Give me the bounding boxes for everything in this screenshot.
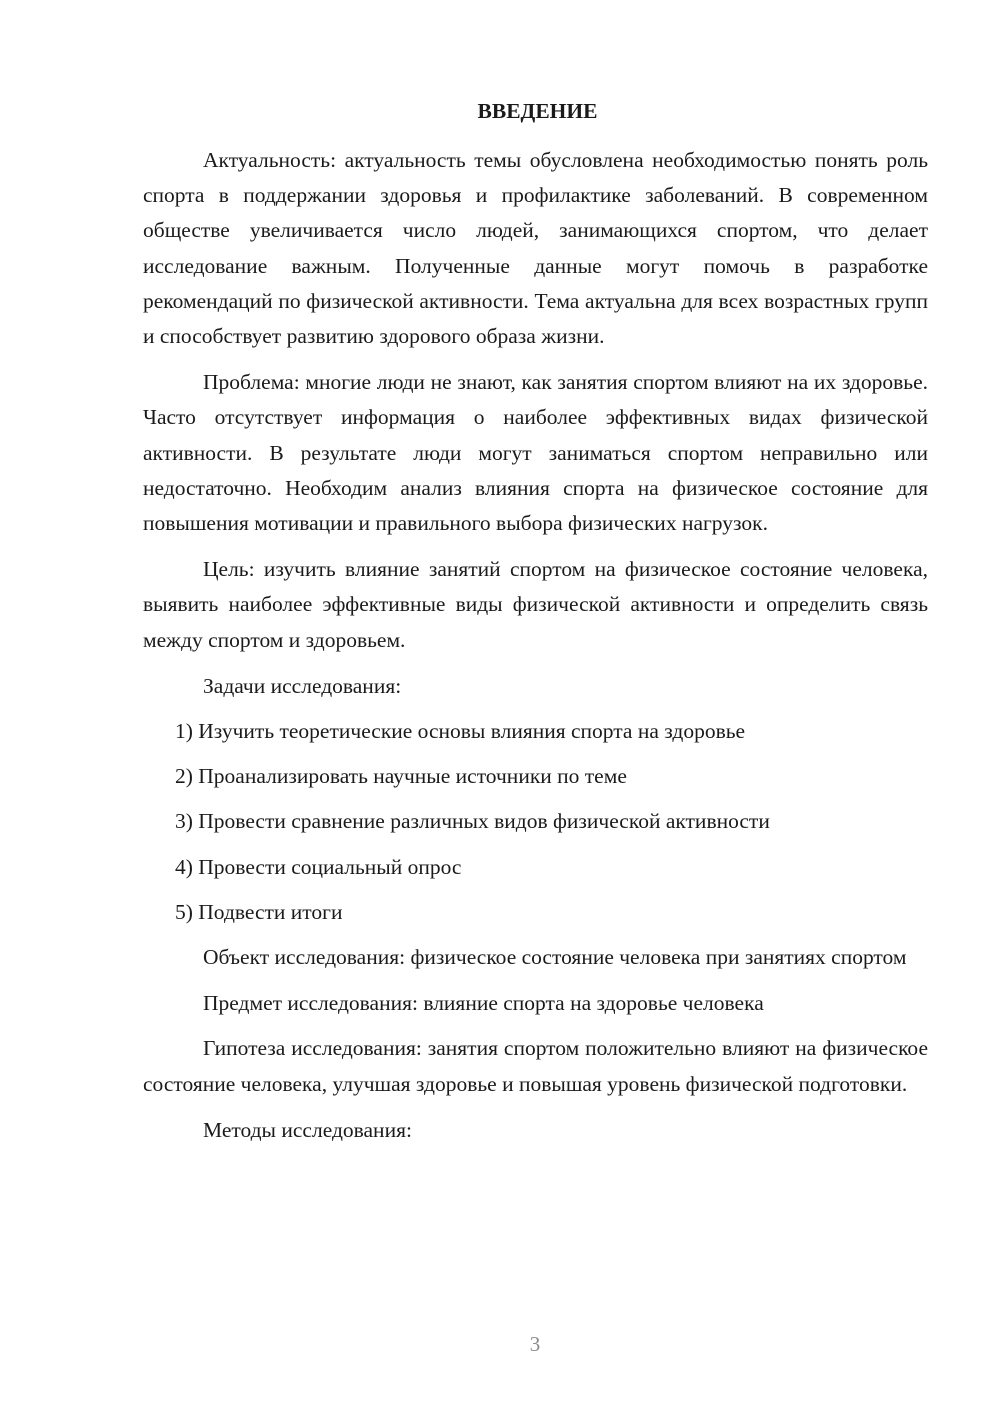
relevance-paragraph: Актуальность: актуальность темы обусловлена необходимостью понять роль спорта в поддержании здоровья и профилактике заболеваний. В современном обществе увеличивается число людей, занимающихся спортом, что делает исследование важным. Полученные данные могут помочь в разработке рекомендаций по физической активности. Тема актуальна для всех возрастных групп и способствует развитию здорового образа жизни.: [143, 148, 928, 349]
tasks-title: Задачи исследования:: [203, 673, 402, 698]
list-item: 4) Провести социальный опрос: [175, 854, 462, 879]
list-item: 5) Подвести итоги: [175, 899, 343, 924]
page-number: 3: [529, 1332, 541, 1356]
list-item: 3) Провести сравнение различных видов физической активности: [175, 809, 770, 834]
hypothesis-paragraph: Гипотеза исследования: занятия спортом положительно влияют на физическое состояние человека, улучшая здоровье и повышая уровень физической подготовки.: [143, 1036, 928, 1096]
goal-paragraph: Цель: изучить влияние занятий спортом на физическое состояние человека, выявить наиболее эффективные виды физической активности и определить связь между спортом и здоровьем.: [143, 557, 928, 652]
list-item: 1) Изучить теоретические основы влияния спорта на здоровье: [175, 719, 746, 744]
methods-title: Методы исследования:: [203, 1117, 412, 1142]
section-heading: ВВЕДЕНИЕ: [477, 99, 598, 123]
document-page: [143, 95, 928, 1158]
subject-paragraph: Предмет исследования: влияние спорта на здоровье человека: [203, 991, 764, 1016]
object-paragraph: Объект исследования: физическое состояние человека при занятиях спортом: [203, 945, 907, 970]
problem-paragraph: Проблема: многие люди не знают, как занятия спортом влияют на их здоровье. Часто отсутствует информация о наиболее эффективных видах физической активности. В результате люди могут заниматься спортом неправильно или недостаточно. Необходим анализ влияния спорта на физическое состояние для повышения мотивации и правильного выбора физических нагрузок.: [143, 370, 928, 536]
list-item: 2) Проанализировать научные источники по теме: [175, 764, 627, 789]
tasks-list: [143, 714, 928, 930]
